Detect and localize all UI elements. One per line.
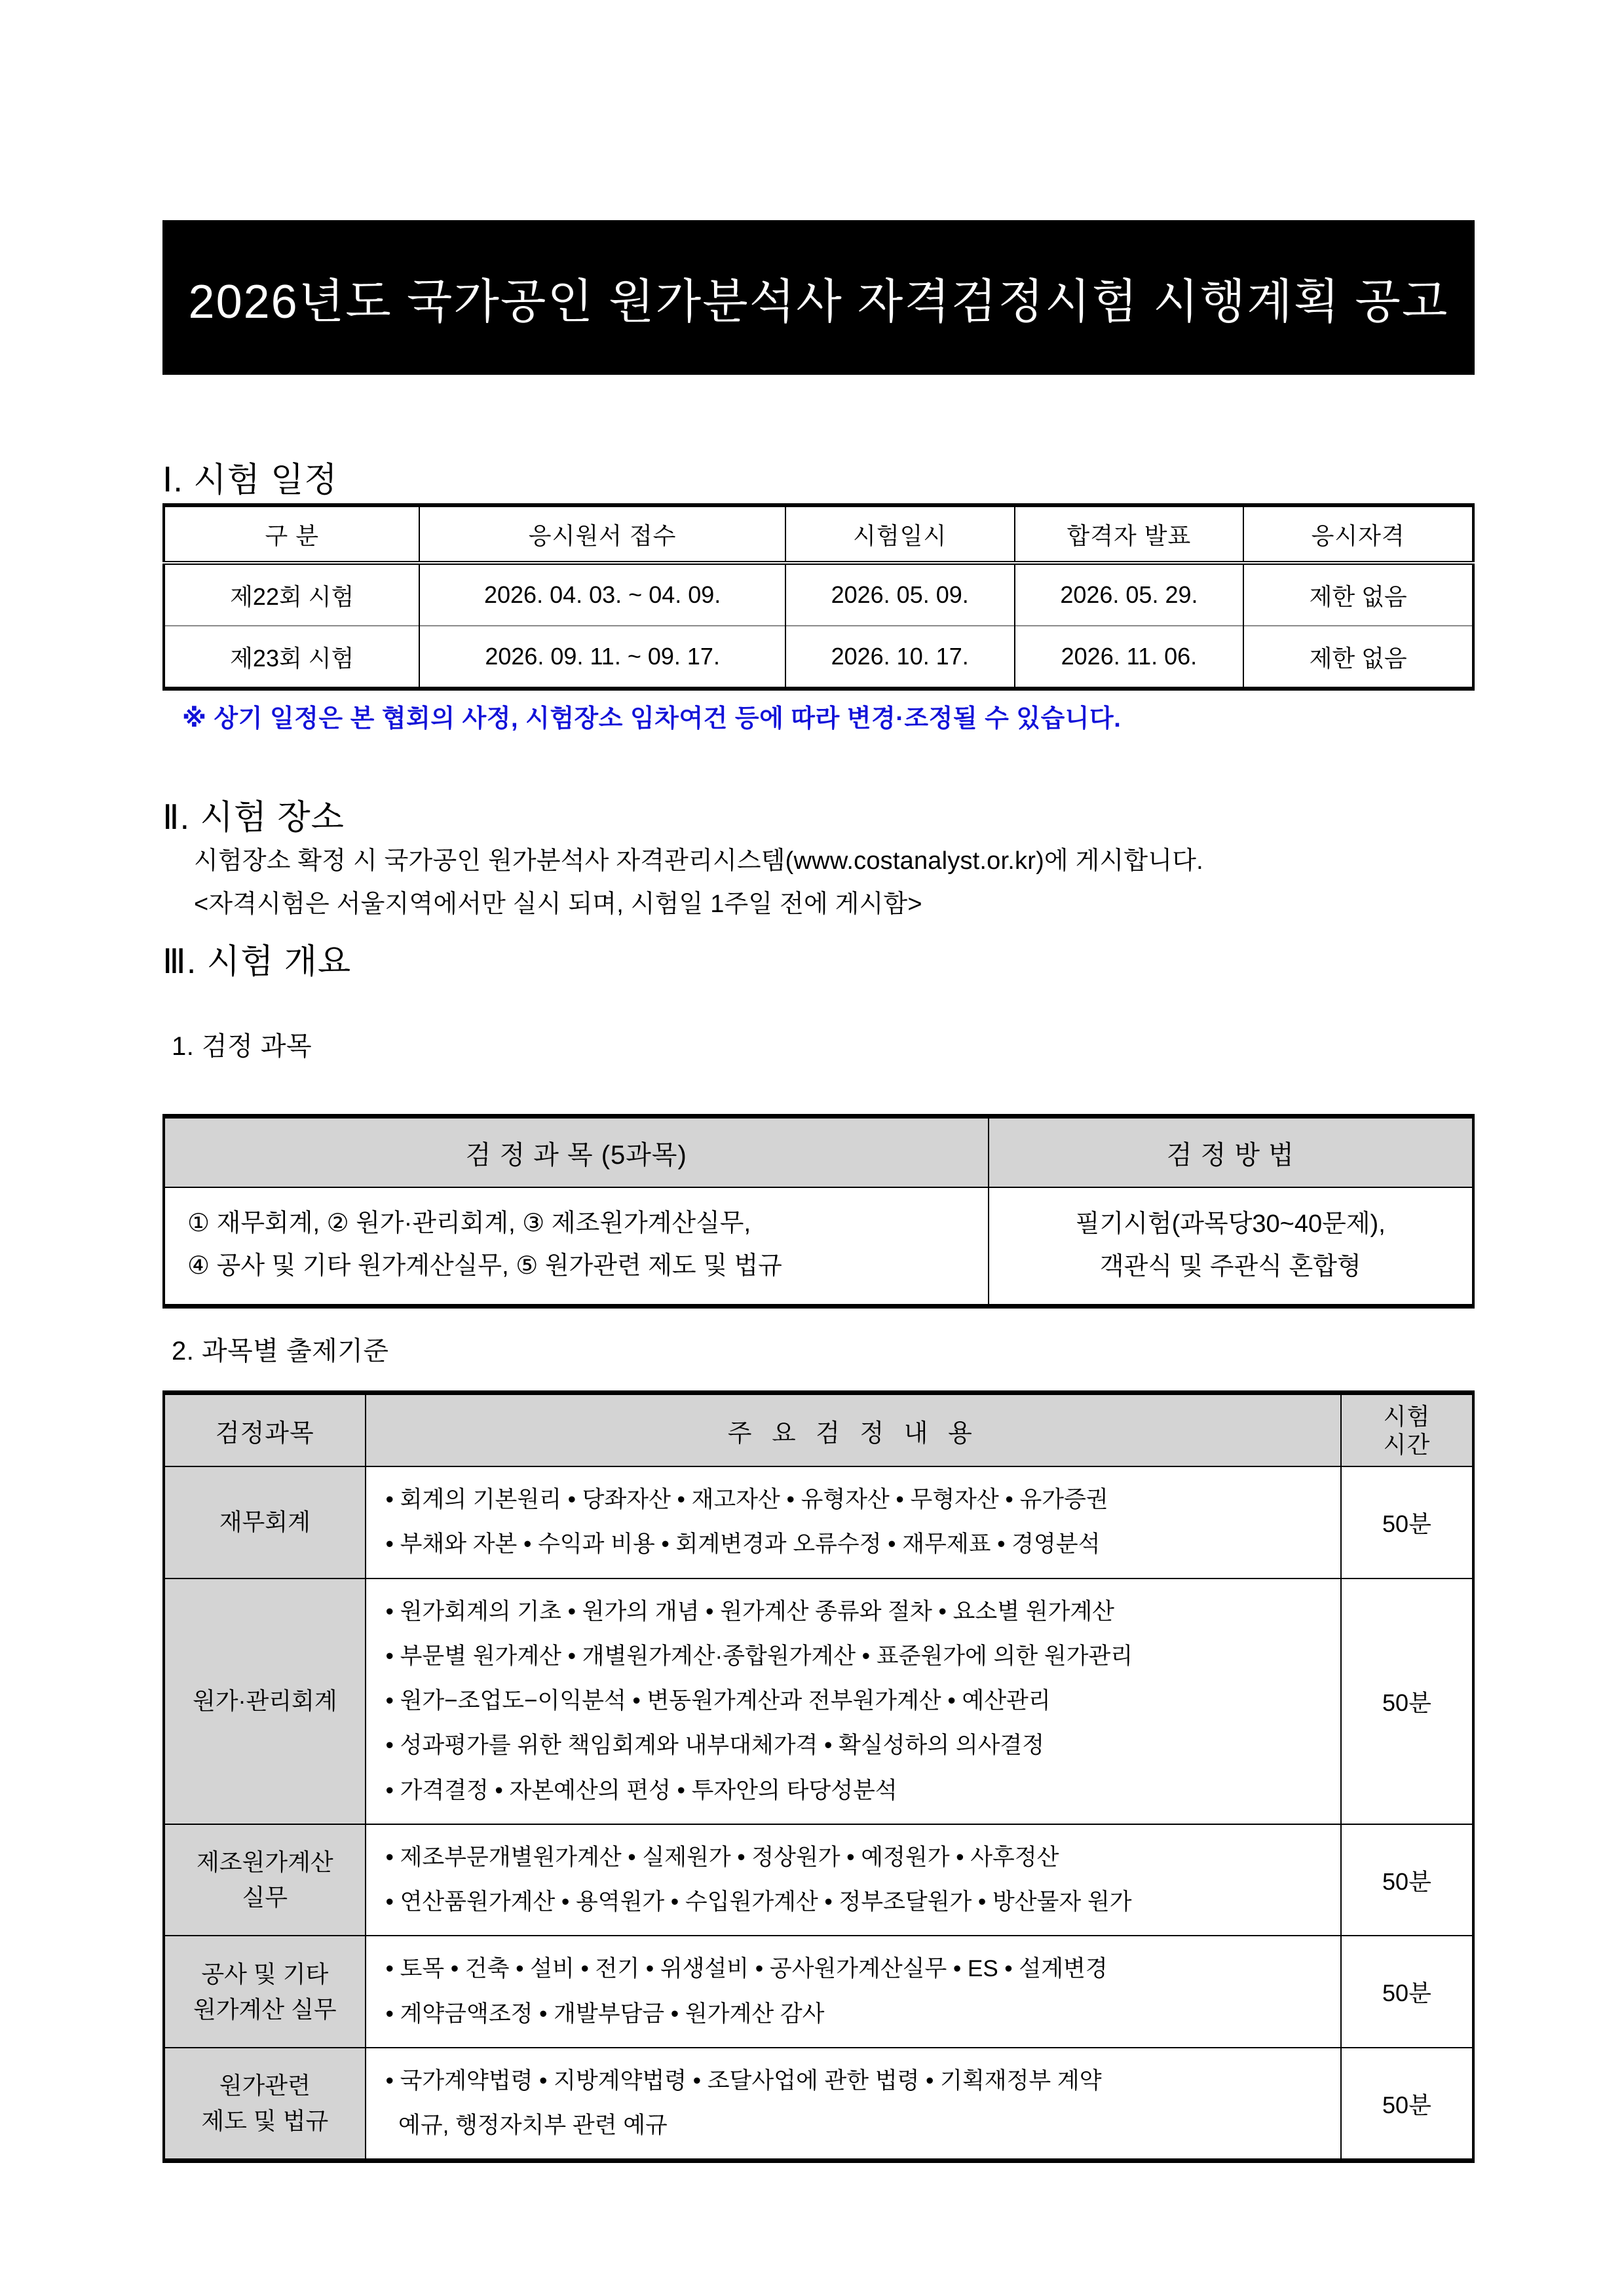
cell-criteria-duration: 50분 [1341,1578,1473,1824]
table-header-row [164,1117,1473,1188]
cell-application-period: 2026. 09. 11. ~ 09. 17. [419,626,785,689]
cell-exam-method [989,1187,1473,1306]
schedule-change-note: ※ 상기 일정은 본 협회의 사정, 시험장소 임차여건 등에 따라 변경·조정될 수 있습니다. [182,705,1122,733]
cell-division: 제22회 시험 [164,563,419,626]
venue-announcement-text: 시험장소 확정 시 국가공인 원가분석사 자격관리시스템(www.costanalyst.or.kr)에 게시합니다. [194,847,1203,875]
page-title: 2026년도 국가공인 원가분석사 자격검정시험 시행계획 공고 [188,276,1449,328]
cell-criteria-items [366,1936,1341,2048]
cell-criteria-subject [164,2048,366,2161]
exam-method-line-1: 필기시험(과목당30~40문제), [1075,1210,1386,1238]
table-row [164,626,1473,689]
table-row [164,1187,1473,1306]
col-method: 검 정 방 법 [989,1117,1473,1188]
table-row [164,1936,1473,2048]
exam-criteria-table [162,1390,1475,2163]
criteria-time-label-line-2: 시간 [1383,1431,1431,1458]
section-heading-exam-venue: Ⅱ. 시험 장소 [162,799,345,837]
table-row [164,2048,1473,2161]
criteria-subject-line-1: 원가·관리회계 [192,1687,337,1715]
cell-criteria-subject [164,1578,366,1824]
criteria-item-line: • 연산품원가계산 • 용역원가 • 수입원가계산 • 정부조달원가 • 방산물자 원가 [385,1889,1132,1915]
cell-criteria-duration: 50분 [1341,1936,1473,2048]
cell-application-period: 2026. 04. 03. ~ 04. 09. [419,563,785,626]
table-row [164,1466,1473,1578]
cell-criteria-items [366,2048,1341,2161]
section-heading-exam-schedule: Ⅰ. 시험 일정 [162,461,338,499]
table-row [164,563,1473,626]
cell-criteria-subject [164,1824,366,1936]
cell-criteria-duration: 50분 [1341,2048,1473,2161]
criteria-subject-line-2: 제도 및 법규 [201,2107,329,2134]
col-application-period: 응시원서 접수 [419,505,785,563]
cell-criteria-duration: 50분 [1341,1466,1473,1578]
col-criteria-subject: 검정과목 [164,1393,366,1467]
criteria-item-line: • 부채와 자본 • 수익과 비용 • 회계변경과 오류수정 • 재무제표 • 경영분석 [385,1531,1101,1558]
venue-restriction-text: <자격시험은 서울지역에서만 실시 되며, 시험일 1주일 전에 게시함> [194,890,922,918]
col-exam-date: 시험일시 [785,505,1015,563]
table-header-row [164,505,1473,563]
criteria-item-line: • 제조부문개별원가계산 • 실제원가 • 정상원가 • 예정원가 • 사후정산 [385,1844,1059,1870]
col-eligibility: 응시자격 [1243,505,1473,563]
cell-criteria-items [366,1578,1341,1824]
subheading-criteria: 2. 과목별 출제기준 [172,1337,389,1366]
cell-exam-date: 2026. 05. 09. [785,563,1015,626]
criteria-item-line: 예규, 행정자치부 관련 예규 [385,2113,668,2138]
criteria-subject-line-1: 원가관련 [219,2072,311,2099]
exam-subjects-table [162,1114,1475,1309]
subheading-subjects: 1. 검정 과목 [172,1032,312,1061]
col-criteria-time [1341,1393,1473,1467]
criteria-item-line: • 토목 • 건축 • 설비 • 전기 • 위생설비 • 공사원가계산실무 • ES • 설계변경 [385,1956,1108,1982]
criteria-item-line: • 가격결정 • 자본예산의 편성 • 투자안의 타당성분석 [385,1777,897,1803]
criteria-time-label-line-1: 시험 [1383,1402,1431,1430]
criteria-item-line: • 부문별 원가계산 • 개별원가계산·종합원가계산 • 표준원가에 의한 원가관리 [385,1643,1133,1669]
criteria-item-line: • 계약금액조정 • 개발부담금 • 원가계산 감사 [385,2000,825,2027]
criteria-subject-line-1: 공사 및 기타 [201,1960,329,1987]
col-result-date: 합격자 발표 [1015,505,1244,563]
cell-result-date: 2026. 11. 06. [1015,626,1244,689]
cell-criteria-items [366,1824,1341,1936]
col-criteria-content: 주 요 검 정 내 용 [366,1393,1341,1467]
cell-criteria-subject [164,1466,366,1578]
criteria-subject-line-2: 원가계산 실무 [193,1995,337,2023]
cell-eligibility: 제한 없음 [1243,626,1473,689]
exam-method-line-2: 객관식 및 주관식 혼합형 [1099,1253,1361,1281]
criteria-item-line: • 국가계약법령 • 지방계약법령 • 조달사업에 관한 법령 • 기획재정부 계약 [385,2067,1102,2094]
criteria-item-line: • 원가−조업도−이익분석 • 변동원가계산과 전부원가계산 • 예산관리 [385,1688,1051,1713]
subject-list-line-1: ① 재무회계, ② 원가·관리회계, ③ 제조원가계산실무, [187,1210,751,1237]
cell-result-date: 2026. 05. 29. [1015,563,1244,626]
table-row [164,1824,1473,1936]
col-subjects: 검 정 과 목 (5과목) [164,1117,989,1188]
col-division: 구 분 [164,505,419,563]
cell-exam-date: 2026. 10. 17. [785,626,1015,689]
table-row [164,1578,1473,1824]
cell-eligibility: 제한 없음 [1243,563,1473,626]
criteria-subject-line-1: 제조원가계산 [196,1848,333,1875]
section-heading-exam-overview: Ⅲ. 시험 개요 [162,943,352,981]
subject-list-line-2: ④ 공사 및 기타 원가계산실무, ⑤ 원가관련 제도 및 법규 [187,1252,782,1280]
criteria-item-line: • 성과평가를 위한 책임회계와 내부대체가격 • 확실성하의 의사결정 [385,1732,1045,1759]
criteria-item-line: • 원가회계의 기초 • 원가의 개념 • 원가계산 종류와 절차 • 요소별 원가계산 [385,1598,1114,1624]
criteria-subject-line-2: 실무 [242,1884,288,1911]
table-header-row [164,1393,1473,1467]
cell-criteria-subject [164,1936,366,2048]
cell-criteria-items [366,1466,1341,1578]
cell-subject-list [164,1187,989,1306]
exam-schedule-table [162,503,1475,691]
cell-division: 제23회 시험 [164,626,419,689]
document-title-banner [162,220,1475,375]
criteria-subject-line-1: 재무회계 [219,1508,311,1536]
cell-criteria-duration: 50분 [1341,1824,1473,1936]
criteria-item-line: • 회계의 기본원리 • 당좌자산 • 재고자산 • 유형자산 • 무형자산 • 유가증권 [385,1487,1108,1512]
